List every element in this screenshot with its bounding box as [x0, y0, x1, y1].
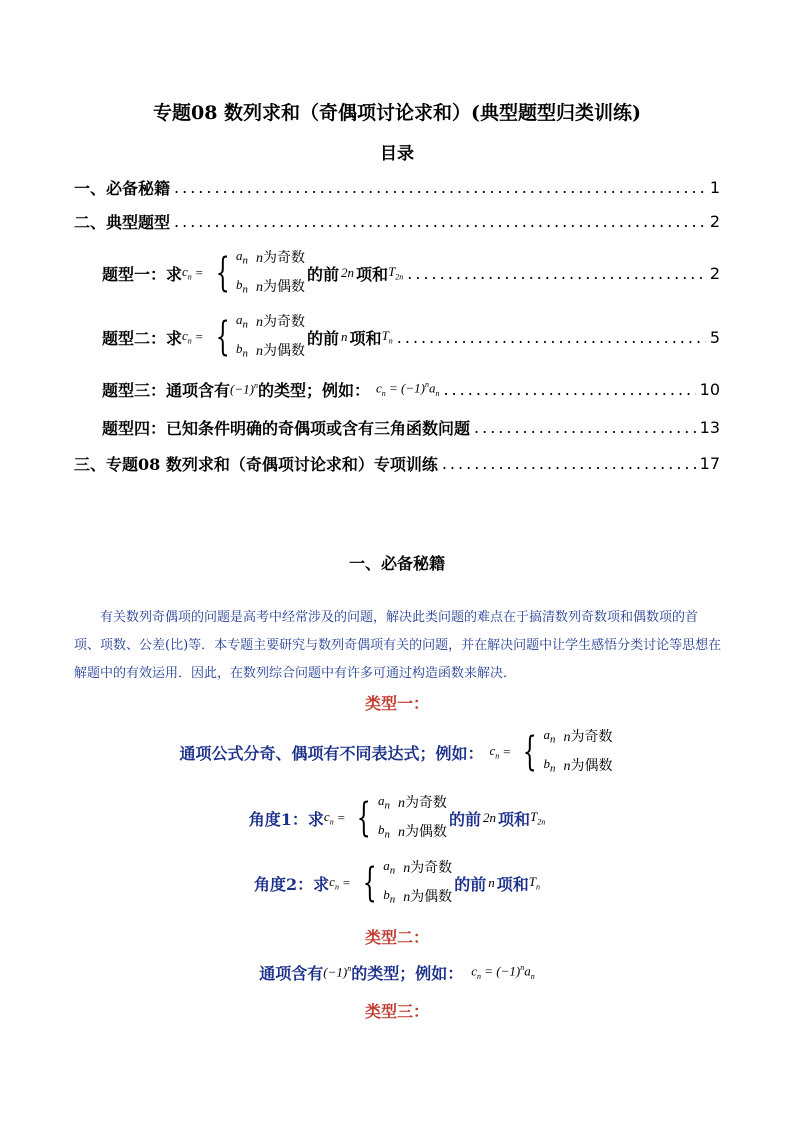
angle1-mid: 的前 — [448, 809, 481, 829]
angle2-end: 项和 — [496, 874, 529, 894]
toc-label: 题型三：通项含有 — [102, 380, 231, 400]
document-title: 专题08 数列求和（奇偶项讨论求和）(典型题型归类训练) — [152, 102, 642, 124]
toc-heading: 目录 — [380, 144, 414, 164]
formula-2n: 2n — [341, 265, 355, 280]
formula-n: n — [488, 875, 495, 890]
toc-leader — [474, 418, 696, 437]
toc-label: 二、典型题型 — [74, 212, 171, 232]
section-heading: 一、必备秘籍 — [348, 554, 445, 573]
equals-sign: = — [194, 329, 204, 344]
type3-heading: 类型三： — [364, 1002, 429, 1021]
angle2-text: 角度2：求 — [254, 874, 330, 894]
toc-entry-2[interactable] — [74, 208, 720, 234]
toc-page: 1 — [709, 177, 720, 197]
toc-label: 题型二：求 — [102, 328, 183, 348]
toc-page: 2 — [709, 263, 720, 283]
formula-cn: $c_n$ — [329, 874, 339, 892]
toc-label-end: 项和 — [356, 264, 389, 284]
toc-entry-6[interactable] — [102, 414, 720, 440]
formula-cn: $c_n$ — [323, 809, 334, 827]
formula-T2n: $T_{2n}$ — [529, 809, 546, 827]
type1-text: 通项公式分奇、偶项有不同表达式；例如： — [179, 743, 484, 763]
formula-neg-one-power: $(-1)^n$ — [230, 380, 258, 397]
piecewise-formula: { $a_n$ n为奇数 $b_n$ n为偶数 — [362, 858, 453, 906]
formula-Tn: $T_n$ — [381, 328, 393, 346]
piecewise-formula: { $a_n$ n为奇数 $b_n$ n为偶数 — [215, 248, 306, 296]
angle1-end: 项和 — [497, 809, 530, 829]
toc-label-end: 项和 — [349, 328, 382, 348]
angle1-line — [0, 793, 794, 843]
formula-cn-example: $c_n = (-1)^na_n$ — [471, 963, 535, 981]
type2-text: 通项含有 — [259, 963, 324, 983]
formula-T2n: $T_{2n}$ — [388, 264, 404, 282]
toc-leader — [174, 178, 706, 197]
toc-leader — [397, 328, 706, 347]
toc-leader — [443, 380, 695, 399]
formula-cn: $c_n$ — [489, 743, 500, 761]
toc-label: 题型一：求 — [102, 264, 183, 284]
formula-cn: $c_n$ — [182, 264, 192, 282]
toc-entry-1[interactable] — [74, 174, 720, 200]
type1-heading: 类型一： — [364, 694, 429, 713]
equals-sign: = — [336, 810, 346, 825]
toc-entry-4[interactable] — [102, 313, 720, 361]
angle2-line — [0, 858, 794, 908]
toc-label: 题型四：已知条件明确的奇偶项或含有三角函数问题 — [102, 418, 471, 438]
toc-page: 17 — [699, 453, 720, 473]
formula-neg-one-power: $(-1)^n$ — [323, 963, 352, 980]
intro-paragraph: 有关数列奇偶项的问题是高考中经常涉及的问题，解决此类问题的难点在于搞清数列奇数项和偶数项的首项、项数、公差(比)等．本专题主要研究与数列奇偶项有关的问题，并在解决问题中让学生感悟分类讨论等思想在解题中的有效运用．因此，在数列综合问题中有许多可通过构造函数来解决． — [74, 610, 722, 681]
toc-label-mid: 的前 — [307, 264, 340, 284]
toc-leader — [442, 454, 696, 473]
equals-sign: = — [502, 744, 512, 759]
formula-2n: 2n — [482, 810, 496, 825]
toc-page: 13 — [699, 417, 720, 437]
piecewise-formula: { $a_n$ n为奇数 $b_n$ n为偶数 — [522, 727, 613, 775]
angle1-text: 角度1：求 — [248, 809, 324, 829]
formula-cn-example: $c_n = (-1)^na_n$ — [375, 380, 440, 398]
type1-line — [0, 727, 794, 777]
piecewise-formula: { $a_n$ n为奇数 $b_n$ n为偶数 — [357, 793, 447, 841]
toc-page: 2 — [709, 211, 720, 231]
toc-entry-3[interactable] — [102, 249, 720, 297]
type2-text-end: 的类型；例如： — [351, 963, 464, 983]
toc-label-mid: 的类型；例如： — [257, 380, 370, 400]
toc-entry-7[interactable] — [74, 450, 720, 476]
equals-sign: = — [341, 875, 351, 890]
toc-leader — [174, 212, 706, 231]
piecewise-formula: { $a_n$ n为奇数 $b_n$ n为偶数 — [215, 312, 306, 360]
formula-cn: $c_n$ — [182, 328, 192, 346]
toc-label: 一、必备秘籍 — [74, 178, 171, 198]
toc-label-mid: 的前 — [307, 328, 340, 348]
toc-page: 5 — [709, 327, 720, 347]
formula-Tn: $T_n$ — [528, 874, 540, 892]
angle2-mid: 的前 — [454, 874, 487, 894]
equals-sign: = — [194, 265, 204, 280]
toc-label: 三、专题08 数列求和（奇偶项讨论求和）专项训练 — [74, 454, 438, 474]
toc-page: 10 — [699, 379, 720, 399]
type2-heading: 类型二： — [364, 928, 429, 947]
formula-n: n — [341, 329, 348, 344]
type2-line — [0, 958, 794, 986]
toc-entry-5[interactable] — [102, 376, 720, 402]
toc-leader — [407, 264, 706, 283]
